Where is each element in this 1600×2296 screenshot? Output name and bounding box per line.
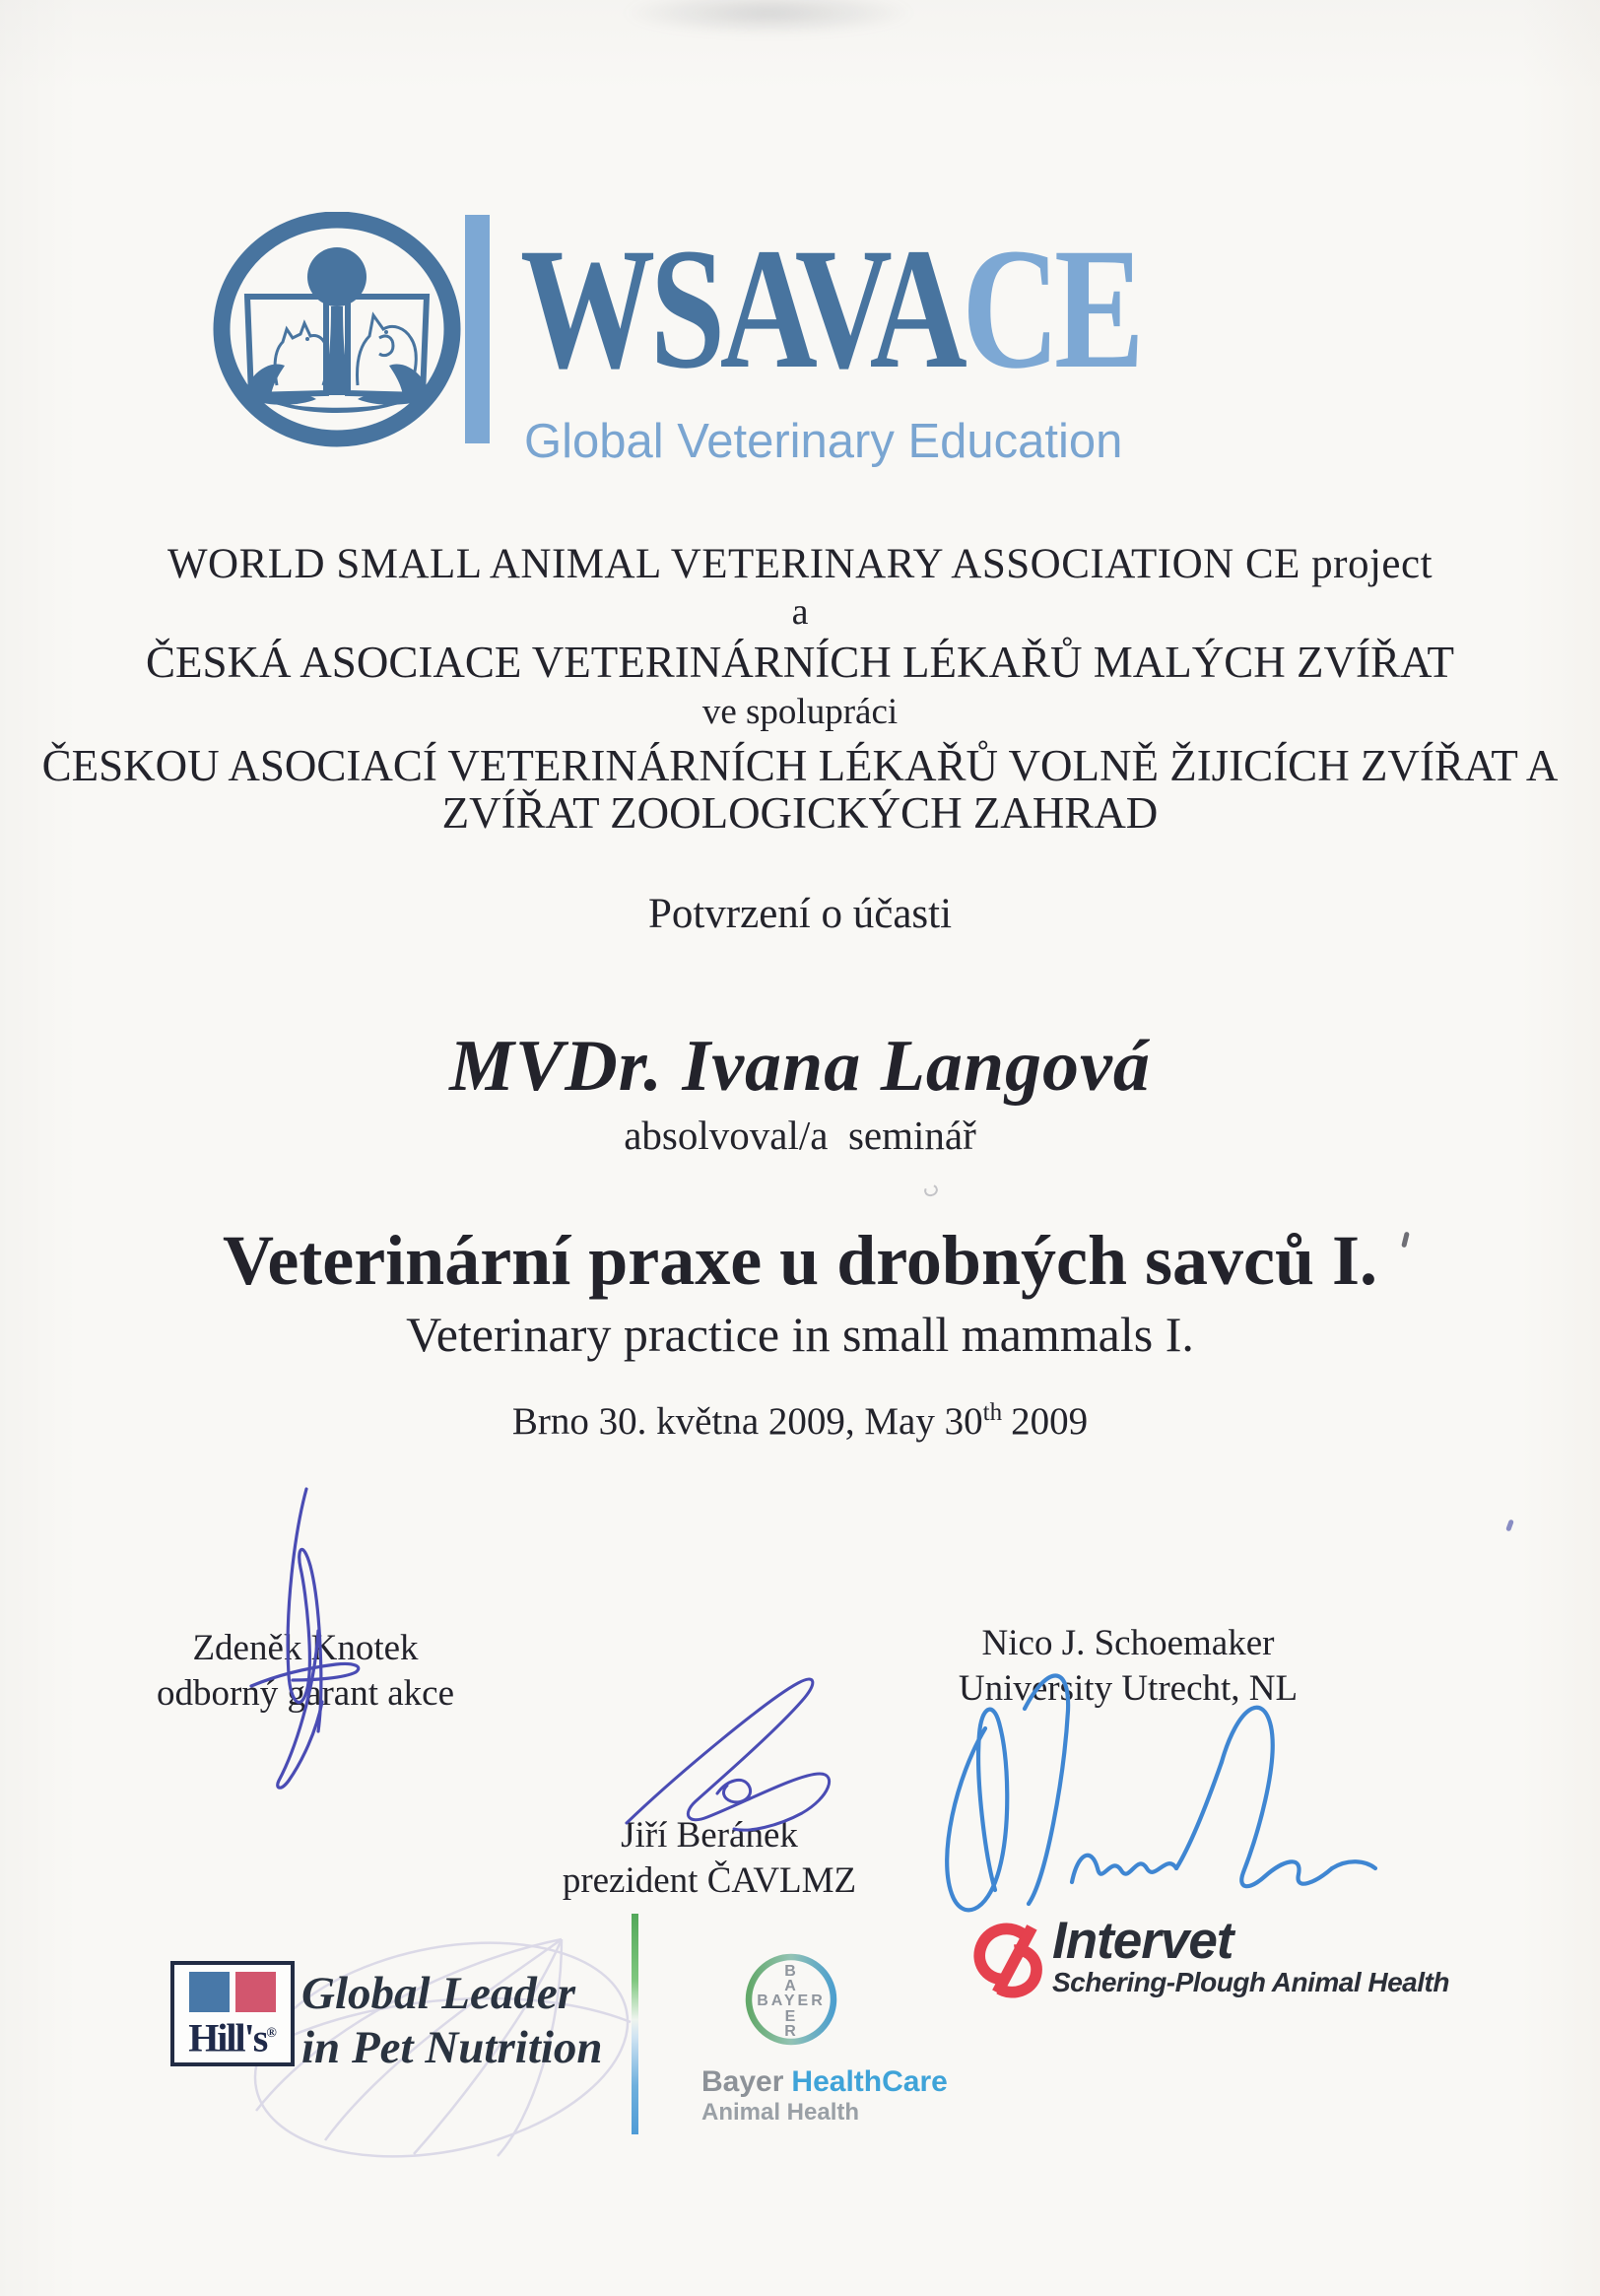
wsava-emblem-icon xyxy=(213,212,461,448)
confirmation-statement: Potvrzení o účasti xyxy=(647,891,953,937)
header-cooperation: ve spolupráci xyxy=(701,692,899,732)
hills-red-square-icon xyxy=(235,1972,276,2012)
hills-brand xyxy=(174,2013,291,2059)
gradient-divider-line xyxy=(632,1914,638,2134)
logo-divider-bar xyxy=(465,215,490,443)
signatory-center-role: prezident ČAVLMZ xyxy=(562,1860,857,1901)
bayer-division: HealthCare xyxy=(791,2065,948,2098)
scan-curl-speck xyxy=(922,1182,939,1198)
svg-text:E: E xyxy=(784,2008,796,2025)
svg-text:R: R xyxy=(784,2023,796,2040)
hills-blue-square-icon xyxy=(189,1972,230,2012)
svg-text:BAYER: BAYER xyxy=(757,1992,826,2009)
signatory-right-role: University Utrecht, NL xyxy=(958,1668,1299,1709)
date-main: Brno 30. května 2009, May 30 xyxy=(511,1400,983,1443)
bayer-animal-health-label: Animal Health xyxy=(701,2099,860,2126)
hills-tagline-line1: Global Leader xyxy=(301,1968,576,2019)
seminar-title-czech: Veterinární praxe u drobných savců I. xyxy=(222,1221,1378,1300)
signatory-center-name: Jiří Beránek xyxy=(621,1815,798,1856)
bayer-healthcare-label xyxy=(701,2065,948,2099)
pen-speck xyxy=(1505,1519,1514,1532)
hills-tagline xyxy=(301,1967,603,2074)
wordmark-wsava: WSAVA xyxy=(520,213,963,405)
hills-tagline-line2: in Pet Nutrition xyxy=(301,2021,603,2073)
participant-name: MVDr. Ivana Langová xyxy=(449,1026,1151,1107)
signatory-left-role: odborný garant akce xyxy=(156,1673,455,1714)
bayer-company: Bayer xyxy=(701,2065,784,2098)
wsava-wordmark xyxy=(520,213,1140,405)
logo-tagline: Global Veterinary Education xyxy=(524,415,1123,468)
signatory-left-name: Zdeněk Knotek xyxy=(192,1628,419,1668)
svg-text:A: A xyxy=(784,1978,796,1994)
wordmark-ce: CE xyxy=(962,213,1140,405)
header-line-wsava-project: WORLD SMALL ANIMAL VETERINARY ASSOCIATION CE project xyxy=(167,541,1433,587)
intervet-company: Schering-Plough Animal Health xyxy=(1052,1967,1449,1997)
svg-text:B: B xyxy=(784,1963,796,1980)
signatory-right-name: Nico J. Schoemaker xyxy=(981,1623,1275,1663)
signature-schoemaker xyxy=(924,1648,1392,1938)
intervet-brand: Intervet xyxy=(1052,1912,1233,1970)
signature-beranek xyxy=(619,1673,850,1885)
date-ordinal: th xyxy=(982,1399,1003,1426)
hills-squares xyxy=(174,1972,291,2012)
hills-registered-mark: ® xyxy=(266,2026,277,2041)
header-line-zoo-animals: ZVÍŘAT ZOOLOGICKÝCH ZAHRAD xyxy=(441,788,1159,838)
bayer-cross-icon xyxy=(741,1951,841,2048)
header-line-wildlife-assoc: ČESKOU ASOCIACÍ VETERINÁRNÍCH LÉKAŘŮ VOLNĚ ŽIJICÍCH ZVÍŘAT A xyxy=(41,741,1559,790)
hills-brand-text: Hill's xyxy=(188,2015,267,2060)
header-line-cavlmz: ČESKÁ ASOCIACE VETERINÁRNÍCH LÉKAŘŮ MALÝCH ZVÍŘAT xyxy=(146,638,1454,687)
scan-smudge xyxy=(621,0,916,35)
header-conjunction: a xyxy=(791,591,809,633)
signature-knotek xyxy=(241,1483,379,1793)
hills-logo xyxy=(170,1961,295,2066)
date-year: 2009 xyxy=(1011,1400,1089,1443)
seminar-title-english: Veterinary practice in small mammals I. xyxy=(406,1307,1194,1362)
completion-text: absolvoval/a seminář xyxy=(624,1113,976,1158)
seminar-date xyxy=(0,1399,1600,1444)
